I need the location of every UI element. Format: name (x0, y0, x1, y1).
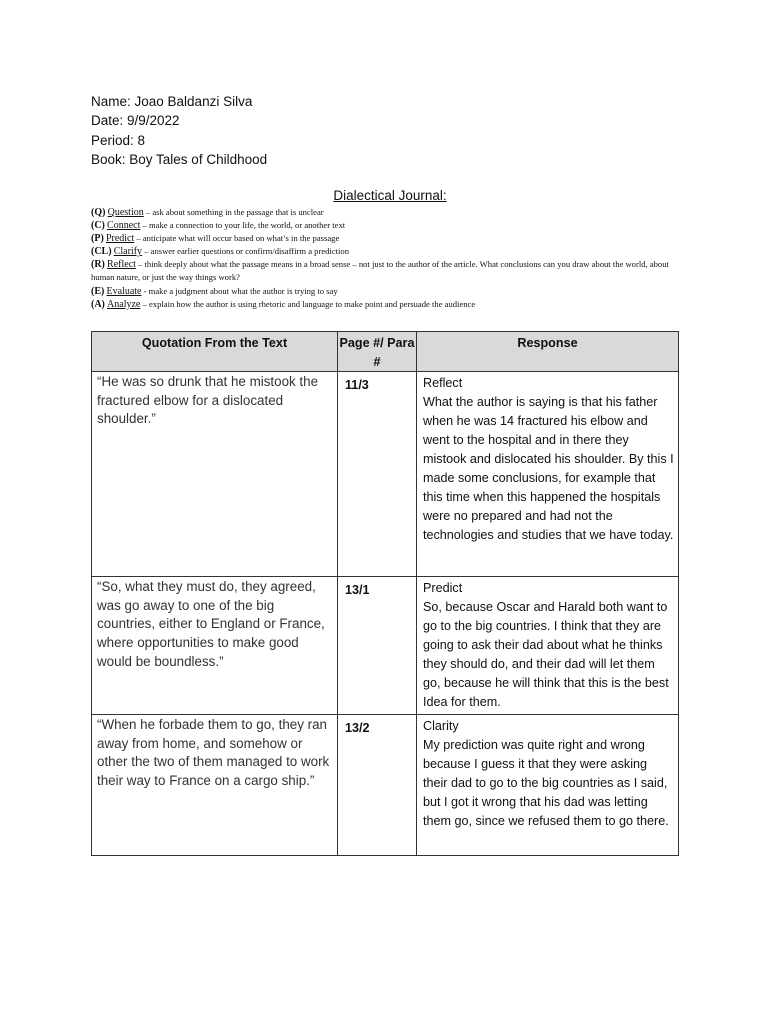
legend-desc: – anticipate what will occur based on what’s in the passage (134, 233, 340, 244)
date-line: Date: 9/9/2022 (91, 113, 180, 129)
journal-title: Dialectical Journal: (333, 188, 447, 203)
response-content (417, 577, 678, 714)
name-line: Name: Joao Baldanzi Silva (91, 94, 253, 109)
table-header-row (92, 332, 679, 372)
legend-desc: – explain how the author is using rhetoric and language to make point and persuade the audience (140, 298, 476, 309)
page-para-cell (338, 372, 417, 577)
legend-item (91, 206, 681, 219)
legend-term: Analyze (107, 298, 141, 310)
response-text: What the author is saying is that his father when he was 14 fractured his elbow and went to the hospital and in there they mistook and dislocated his shoulder. By this I made some conclusions, for example that this time when this happened the hospitals were no prepared and had not the technologies and studies that we have today. (423, 395, 674, 543)
quote-cell (92, 715, 338, 856)
page-para-cell (338, 577, 417, 715)
legend-abbr: (P) (91, 233, 104, 245)
student-info (91, 92, 267, 169)
page-para-value: 11/3 (345, 378, 369, 393)
quote-text: “So, what they must do, they agreed, was go away to one of the big countries, either to England or France, where opportunities to make good would be boundless.” (97, 579, 325, 669)
legend-term: Clarify (113, 246, 143, 258)
response-text: My prediction was quite right and wrong because I guess it that they were asking their dad to go to the big countries as I said, but I got it wrong that his dad was letting them go, since we refused them to go there. (423, 738, 669, 829)
legend-desc: - make a judgment about what the author is trying to say (141, 285, 338, 296)
page-para-value: 13/2 (345, 721, 370, 736)
response-content (417, 715, 678, 833)
legend-item (91, 232, 681, 245)
legend-item (91, 219, 681, 232)
page-para-cell (338, 715, 417, 856)
legend-abbr: (R) (91, 259, 105, 271)
header-response: Response (417, 332, 679, 372)
quote-cell (92, 577, 338, 715)
legend-desc: – think deeply about what the passage means in a broad sense – not just to the author of the article. What conclusions can you draw about the world, about human nature, or just the way things work? (91, 259, 669, 283)
quote-text: “When he forbade them to go, they ran away from home, and somehow or other the two of them managed to work their way to France on a cargo ship.” (97, 717, 330, 788)
response-cell (417, 577, 679, 715)
period-line: Period: 8 (91, 132, 146, 148)
legend-item (91, 298, 681, 311)
quote-cell (92, 372, 338, 577)
legend-item (91, 285, 681, 298)
header-page-para: Page #/ Para # (338, 332, 417, 372)
response-type: Reflect (423, 376, 463, 391)
legend-abbr: (C) (91, 220, 105, 232)
legend-term: Evaluate (106, 285, 142, 297)
response-content (417, 372, 678, 547)
response-text: So, because Oscar and Harald both want to go to the big countries. I think that they are going to ask their dad about what he thinks they should do, and their dad will let them go, because he will think that this is the best Idea for them. (423, 600, 669, 710)
table-row (92, 715, 679, 856)
legend-abbr: (CL) (91, 246, 112, 258)
legend-term: Question (107, 207, 144, 218)
legend-term: Reflect (107, 259, 136, 271)
legend-item (91, 245, 681, 258)
legend-term: Connect (107, 220, 141, 232)
legend-abbr: (A) (91, 298, 105, 310)
legend-desc: – ask about something in the passage that is unclear (143, 207, 324, 217)
legend-item (91, 258, 681, 284)
journal-table (91, 331, 679, 856)
legend-abbr: (Q) (91, 207, 106, 218)
legend-desc: – answer earlier questions or confirm/disaffirm a prediction (142, 246, 350, 257)
legend (91, 206, 681, 311)
response-cell (417, 715, 679, 856)
legend-abbr: (E) (91, 285, 105, 297)
legend-desc: – make a connection to your life, the world, or another text (140, 220, 346, 231)
header-quotation: Quotation From the Text (92, 332, 338, 372)
book-line: Book: Boy Tales of Childhood (91, 151, 268, 167)
page-para-value: 13/1 (345, 583, 370, 598)
table-row (92, 372, 679, 577)
response-type: Clarity (423, 719, 459, 734)
table-row (92, 577, 679, 715)
legend-term: Predict (105, 233, 135, 245)
response-type: Predict (423, 581, 463, 596)
quote-text: “He was so drunk that he mistook the fractured elbow for a dislocated shoulder.” (97, 374, 319, 427)
response-cell (417, 372, 679, 577)
